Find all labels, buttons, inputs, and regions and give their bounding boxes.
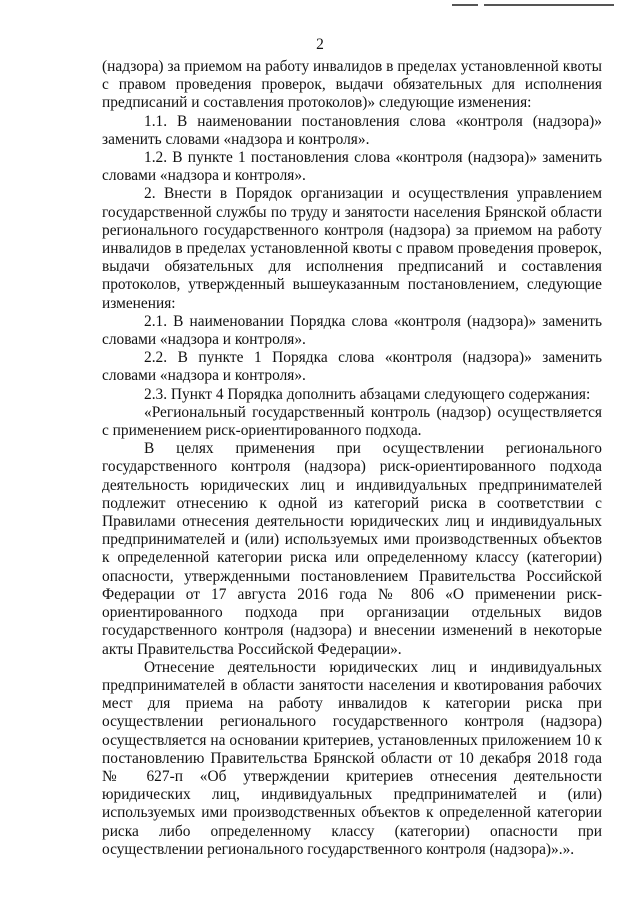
document-body [102,58,602,859]
paragraph: Отнесение деятельности юридических лиц и индивидуальных предпринимателей в области занятости населения и квотирования рабочих мест для приема на работу инвалидов к категории риска при осуществлении регионального государственного контроля (надзора) осуществляется на основании критериев, установленных приложением 10 к постановлению Правительства Брянской области от 10 декабря 2018 года № 627-п «Об утверждении критериев отнесения деятельности юридических лиц, индивидуальных предпринимателей и (или) используемых ими производственных объектов к определенной категории риска либо определенному классу (категории) опасности при осуществлении регионального государственного контроля (надзора)».». [102,658,602,858]
scan-artifact-line [452,4,478,6]
paragraph: 2.3. Пункт 4 Порядка дополнить абзацами следующего содержания: [144,385,591,403]
paragraph: (надзора) за приемом на работу инвалидов в пределах установленной квоты с правом проведения проверок, выдачи обязательных для исполнения предписаний и составления протоколов)» следующие изменения: [102,58,602,112]
paragraph: 2. Внести в Порядок организации и осуществления управлением государственной службы по труду и занятости населения Брянской области регионального государственного контроля (надзора) за приемом на работу инвалидов в пределах установленной квоты с правом проведения проверок, выдачи обязательных для исполнения предписаний и составления протоколов, утвержденный вышеуказанным постановлением, следующие изменения: [102,185,602,312]
paragraph: 1.2. В пункте 1 постановления слова «контроля (надзора)» заменить словами «надзора и контроля». [102,149,602,185]
paragraph: «Региональный государственный контроль (надзор) осуществляется с применением риск-ориентированного подхода. [102,403,602,440]
paragraph: 1.1. В наименовании постановления слова «контроля (надзора)» заменить словами «надзора и контроля». [102,112,602,148]
scan-artifact-line [484,4,614,6]
paragraph: 2.2. В пункте 1 Порядка слова «контроля (надзора)» заменить словами «надзора и контроля». [102,349,602,385]
paragraph: 2.1. В наименовании Порядка слова «контроля (надзора)» заменить словами «надзора и контроля». [102,312,602,349]
page-number: 2 [316,36,324,53]
paragraph: В целях применения при осуществлении регионального государственного контроля (надзора) риск-ориентированного подхода деятельность юридических лиц и индивидуальных предпринимателей подлежит отнесению к одной из категорий риска в соответствии с Правилами отнесения деятельности юридических лиц и индивидуальных предпринимателей и (или) используемых ими производственных объектов к определенной категории риска или определенному классу (категории) опасности, утвержденными постановлением Правительства Российской Федерации от 17 августа 2016 года № 806 «О применении риск-ориентированного подхода при организации отдельных видов государственного контроля (надзора) и внесении изменений в некоторые акты Правительства Российской Федерации». [102,440,602,658]
